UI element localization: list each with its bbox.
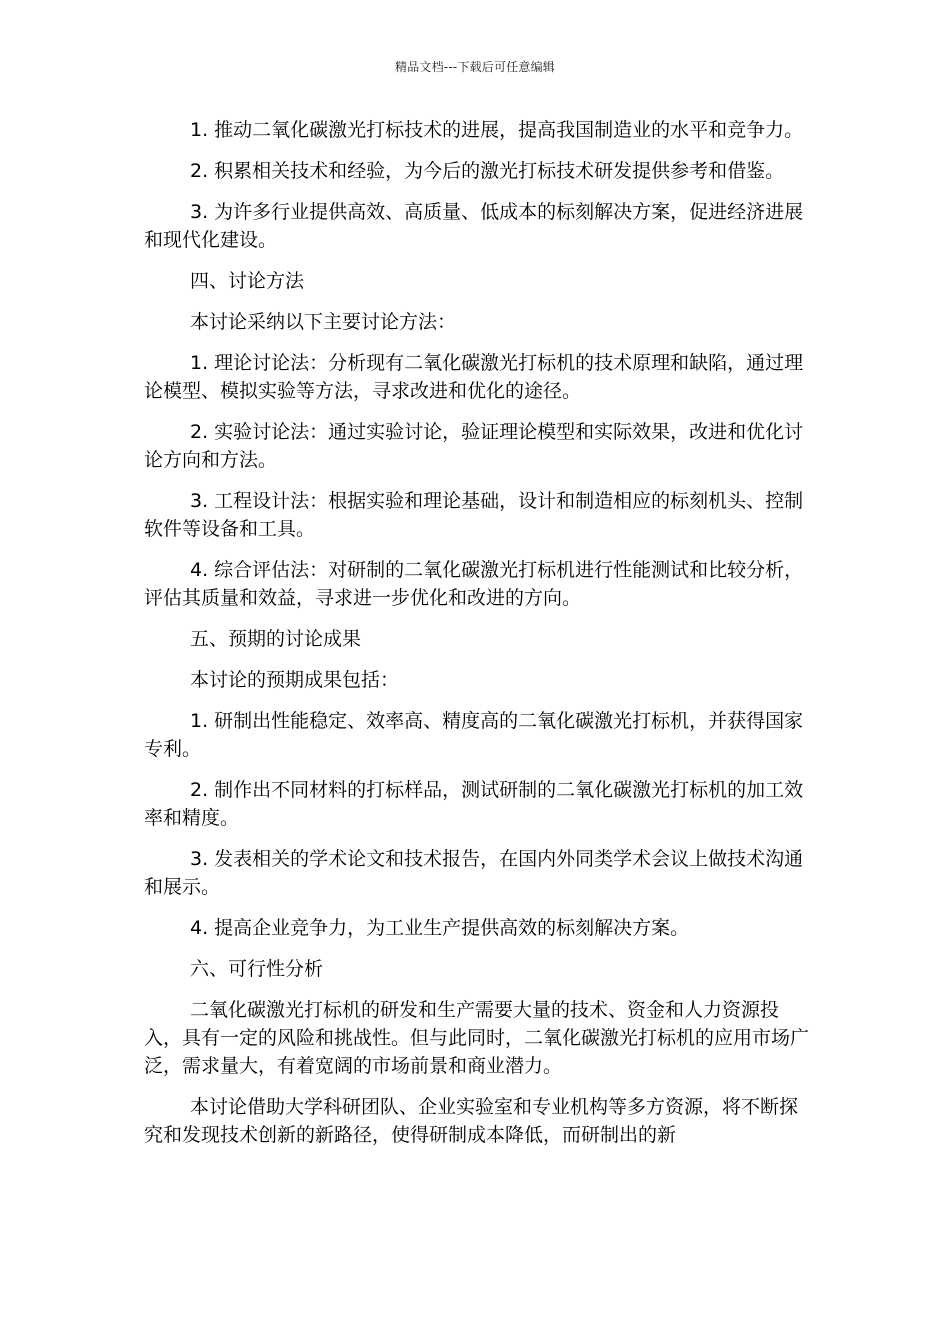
goal-item-1: 1. 推动二氧化碳激光打标技术的进展，提高我国制造业的水平和竞争力。	[190, 119, 804, 141]
document-body	[144, 116, 814, 1162]
outcome-item-4: 4. 提高企业竞争力，为工业生产提供高效的标刻解决方案。	[190, 917, 690, 939]
goal-item-3: 3. 为许多行业提供高效、高质量、低成本的标刻解决方案，促进经济进展和现代化建设。	[144, 201, 804, 251]
method-item-2: 2. 实验讨论法：通过实验讨论，验证理论模型和实际效果，改进和优化讨论方向和方法。	[144, 421, 804, 471]
section-heading-methods: 四、讨论方法	[190, 270, 305, 292]
method-item-4: 4. 综合评估法：对研制的二氧化碳激光打标机进行性能测试和比较分析，评估其质量和效益，寻求进一步优化和改进的方向。	[144, 559, 804, 609]
outcome-item-3: 3. 发表相关的学术论文和技术报告，在国内外同类学术会议上做技术沟通和展示。	[144, 848, 804, 898]
outcome-item-1: 1. 研制出性能稳定、效率高、精度高的二氧化碳激光打标机，并获得国家专利。	[144, 710, 804, 760]
section-heading-outcomes: 五、预期的讨论成果	[190, 628, 362, 650]
outcome-item-2: 2. 制作出不同材料的打标样品，测试研制的二氧化碳激光打标机的加工效率和精度。	[144, 779, 804, 829]
page-header: 精品文档---下载后可任意编辑	[395, 60, 555, 74]
outcomes-intro: 本讨论的预期成果包括：	[190, 669, 400, 691]
goal-item-2: 2. 积累相关技术和经验，为今后的激光打标技术研发提供参考和借鉴。	[190, 160, 785, 182]
feasibility-paragraph-1: 二氧化碳激光打标机的研发和生产需要大量的技术、资金和人力资源投入，具有一定的风险和挑战性。但与此同时，二氧化碳激光打标机的应用市场广泛，需求量大，有着宽阔的市场前景和商业潜力。	[144, 999, 810, 1077]
section-heading-feasibility: 六、可行性分析	[190, 958, 324, 980]
feasibility-paragraph-2: 本讨论借助大学科研团队、企业实验室和专业机构等多方资源，将不断探究和发现技术创新的新路径，使得研制成本降低，而研制出的新	[144, 1096, 799, 1146]
method-item-3: 3. 工程设计法：根据实验和理论基础，设计和制造相应的标刻机头、控制软件等设备和工具。	[144, 490, 804, 540]
methods-intro: 本讨论采纳以下主要讨论方法：	[190, 311, 457, 333]
method-item-1: 1. 理论讨论法：分析现有二氧化碳激光打标机的技术原理和缺陷，通过理论模型、模拟实验等方法，寻求改进和优化的途径。	[144, 352, 804, 402]
